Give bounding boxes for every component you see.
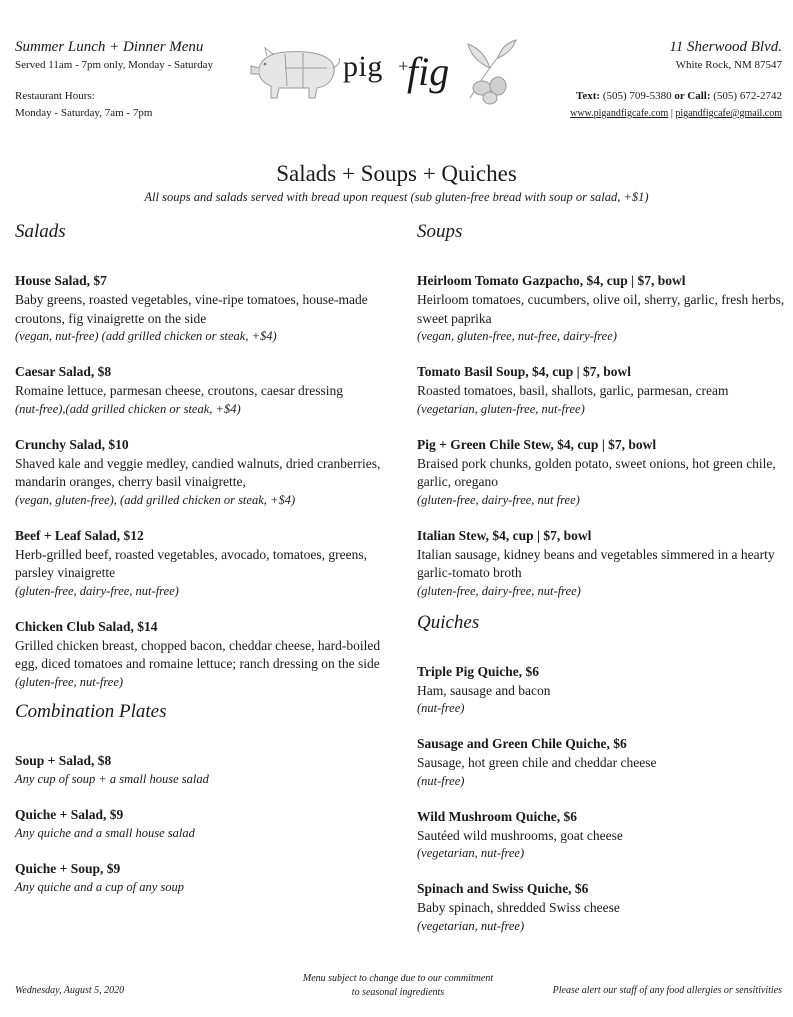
combo-item xyxy=(15,751,390,788)
item-name: Crunchy Salad, $10 xyxy=(15,436,129,452)
page-subtitle: All soups and salads served with bread upon request (sub gluten-free bread with soup or salad, +$1) xyxy=(144,190,649,204)
menu-item xyxy=(417,734,787,790)
item-description: Braised pork chunks, golden potato, sweet onions, hot green chile, garlic, oregano xyxy=(417,455,776,489)
menu-item xyxy=(15,526,390,600)
menu-title: Summer Lunch + Dinner Menu xyxy=(15,39,204,55)
item-description: Heirloom tomatoes, cucumbers, olive oil, sherry, garlic, fresh herbs, sweet paprika xyxy=(417,292,785,326)
menu-item xyxy=(417,362,787,418)
website-link[interactable]: www.pigandfigcafe.com xyxy=(570,108,669,119)
item-description: Romaine lettuce, parmesan cheese, croutons, caesar dressing xyxy=(15,383,343,398)
item-note: (gluten-free, dairy-free, nut-free) xyxy=(417,583,581,598)
footer-allergy-note: Please alert our staff of any food allergies or sensitivities xyxy=(552,985,782,996)
item-note: (gluten-free, nut-free) xyxy=(15,674,124,689)
item-description: Baby spinach, shredded Swiss cheese xyxy=(417,900,620,915)
menu-item xyxy=(15,617,390,691)
item-note: (vegetarian, nut-free) xyxy=(417,846,525,860)
menu-item xyxy=(15,362,390,418)
item-description: Roasted tomatoes, basil, shallots, garlic, parmesan, cream xyxy=(417,383,729,398)
item-name: Soup + Salad, $8 xyxy=(15,752,112,768)
salads-heading: Salads xyxy=(15,221,66,242)
footer-date: Wednesday, August 5, 2020 xyxy=(15,985,125,996)
item-name: Heirloom Tomato Gazpacho, $4, cup | $7, bowl xyxy=(417,273,686,288)
item-description: Italian sausage, kidney beans and vegetables simmered in a hearty garlic-tomato broth xyxy=(417,546,775,580)
restaurant-hours: Monday - Saturday, 7am - 7pm xyxy=(15,107,153,119)
header-right xyxy=(522,37,782,122)
menu-item xyxy=(417,271,787,345)
footer-disclaimer xyxy=(270,972,526,1000)
fig-branch-icon xyxy=(460,38,520,106)
item-description: Baby greens, roasted vegetables, vine-ripe tomatoes, house-made croutons, fig vinaigrette on the side xyxy=(15,292,368,326)
served-hours: Served 11am - 7pm only, Monday - Saturday xyxy=(15,59,214,71)
item-note: (vegan, nut-free) (add grilled chicken or steak, +$4) xyxy=(15,329,277,343)
address-line2: White Rock, NM 87547 xyxy=(675,59,782,71)
item-name: Wild Mushroom Quiche, $6 xyxy=(417,808,578,824)
pig-illustration-icon xyxy=(245,38,345,106)
soups-heading: Soups xyxy=(417,221,463,242)
item-note: (vegan, gluten-free), (add grilled chicken or steak, +$4) xyxy=(15,492,296,507)
logo xyxy=(245,38,520,106)
item-note: (vegan, gluten-free, nut-free, dairy-free) xyxy=(417,329,617,343)
link-separator: | xyxy=(670,108,673,119)
item-note: (nut-free) xyxy=(417,773,465,788)
item-name: Pig + Green Chile Stew, $4, cup | $7, bowl xyxy=(417,436,657,452)
combo-item xyxy=(15,805,390,842)
combos-heading: Combination Plates xyxy=(15,700,167,722)
item-description: Herb-grilled beef, roasted vegetables, avocado, tomatoes, greens, parsley vinaigrette xyxy=(15,546,367,580)
menu-item xyxy=(417,807,787,863)
item-description: Grilled chicken breast, chopped bacon, cheddar cheese, hard-boiled egg, diced tomatoes and romaine lettuce; ranch dressing on the side xyxy=(15,637,381,671)
address-line1: 11 Sherwood Blvd. xyxy=(669,39,782,55)
quiches-heading: Quiches xyxy=(417,611,480,633)
email-link[interactable]: pigandfigcafe@gmail.com xyxy=(675,108,782,119)
item-description: Sautéed wild mushrooms, goat cheese xyxy=(417,827,623,843)
hours-label: Restaurant Hours: xyxy=(15,90,95,102)
item-note: (nut-free),(add grilled chicken or steak, +$4) xyxy=(15,401,241,416)
item-name: Triple Pig Quiche, $6 xyxy=(417,663,539,679)
item-name: Quiche + Salad, $9 xyxy=(15,806,124,822)
item-name: Quiche + Soup, $9 xyxy=(15,860,121,876)
text-phone: (505) 709-5380 xyxy=(602,90,672,102)
or-call-label: or Call: xyxy=(674,90,711,102)
logo-fig-text: fig xyxy=(407,49,450,94)
item-name: Spinach and Swiss Quiche, $6 xyxy=(417,881,589,896)
disclaimer-line2: to seasonal ingredients xyxy=(351,987,445,998)
item-note: (gluten-free, dairy-free, nut-free) xyxy=(15,583,179,598)
contact-phones xyxy=(522,88,782,105)
menu-item xyxy=(417,879,787,935)
text-label: Text: xyxy=(576,90,601,102)
combo-item xyxy=(15,859,390,896)
header-left xyxy=(15,37,255,122)
item-description: Sausage, hot green chile and cheddar cheese xyxy=(417,755,657,770)
item-name: Chicken Club Salad, $14 xyxy=(15,618,158,634)
item-note: (nut-free) xyxy=(417,701,465,715)
menu-item xyxy=(417,435,787,509)
page-title: Salads + Soups + Quiches xyxy=(276,161,517,186)
item-description: Shaved kale and veggie medley, candied walnuts, dried cranberries, mandarin oranges, cherry basil vinaigrette, xyxy=(15,455,381,489)
item-note: Any quiche and a cup of any soup xyxy=(15,879,185,894)
item-name: House Salad, $7 xyxy=(15,273,107,288)
logo-pig-text: pig xyxy=(343,50,383,83)
item-name: Tomato Basil Soup, $4, cup | $7, bowl xyxy=(417,364,632,379)
item-note: (vegetarian, gluten-free, nut-free) xyxy=(417,401,585,416)
contact-links xyxy=(522,105,782,122)
item-description: Ham, sausage and bacon xyxy=(417,682,551,698)
item-note: (vegetarian, nut-free) xyxy=(417,918,525,933)
item-note: Any quiche and a small house salad xyxy=(15,825,195,840)
menu-item xyxy=(417,662,787,718)
menu-item xyxy=(417,526,787,600)
right-column xyxy=(417,219,787,952)
item-note: (gluten-free, dairy-free, nut free) xyxy=(417,492,580,507)
item-name: Sausage and Green Chile Quiche, $6 xyxy=(417,736,627,751)
left-column xyxy=(15,219,390,913)
item-name: Beef + Leaf Salad, $12 xyxy=(15,527,144,543)
item-name: Italian Stew, $4, cup | $7, bowl xyxy=(417,527,592,543)
menu-item xyxy=(15,435,390,509)
call-phone: (505) 672-2742 xyxy=(713,90,782,102)
logo-plus-text: + xyxy=(397,56,410,76)
item-name: Caesar Salad, $8 xyxy=(15,364,112,379)
disclaimer-line1: Menu subject to change due to our commitment xyxy=(302,973,494,984)
menu-item xyxy=(15,271,390,345)
item-note: Any cup of soup + a small house salad xyxy=(15,771,209,786)
